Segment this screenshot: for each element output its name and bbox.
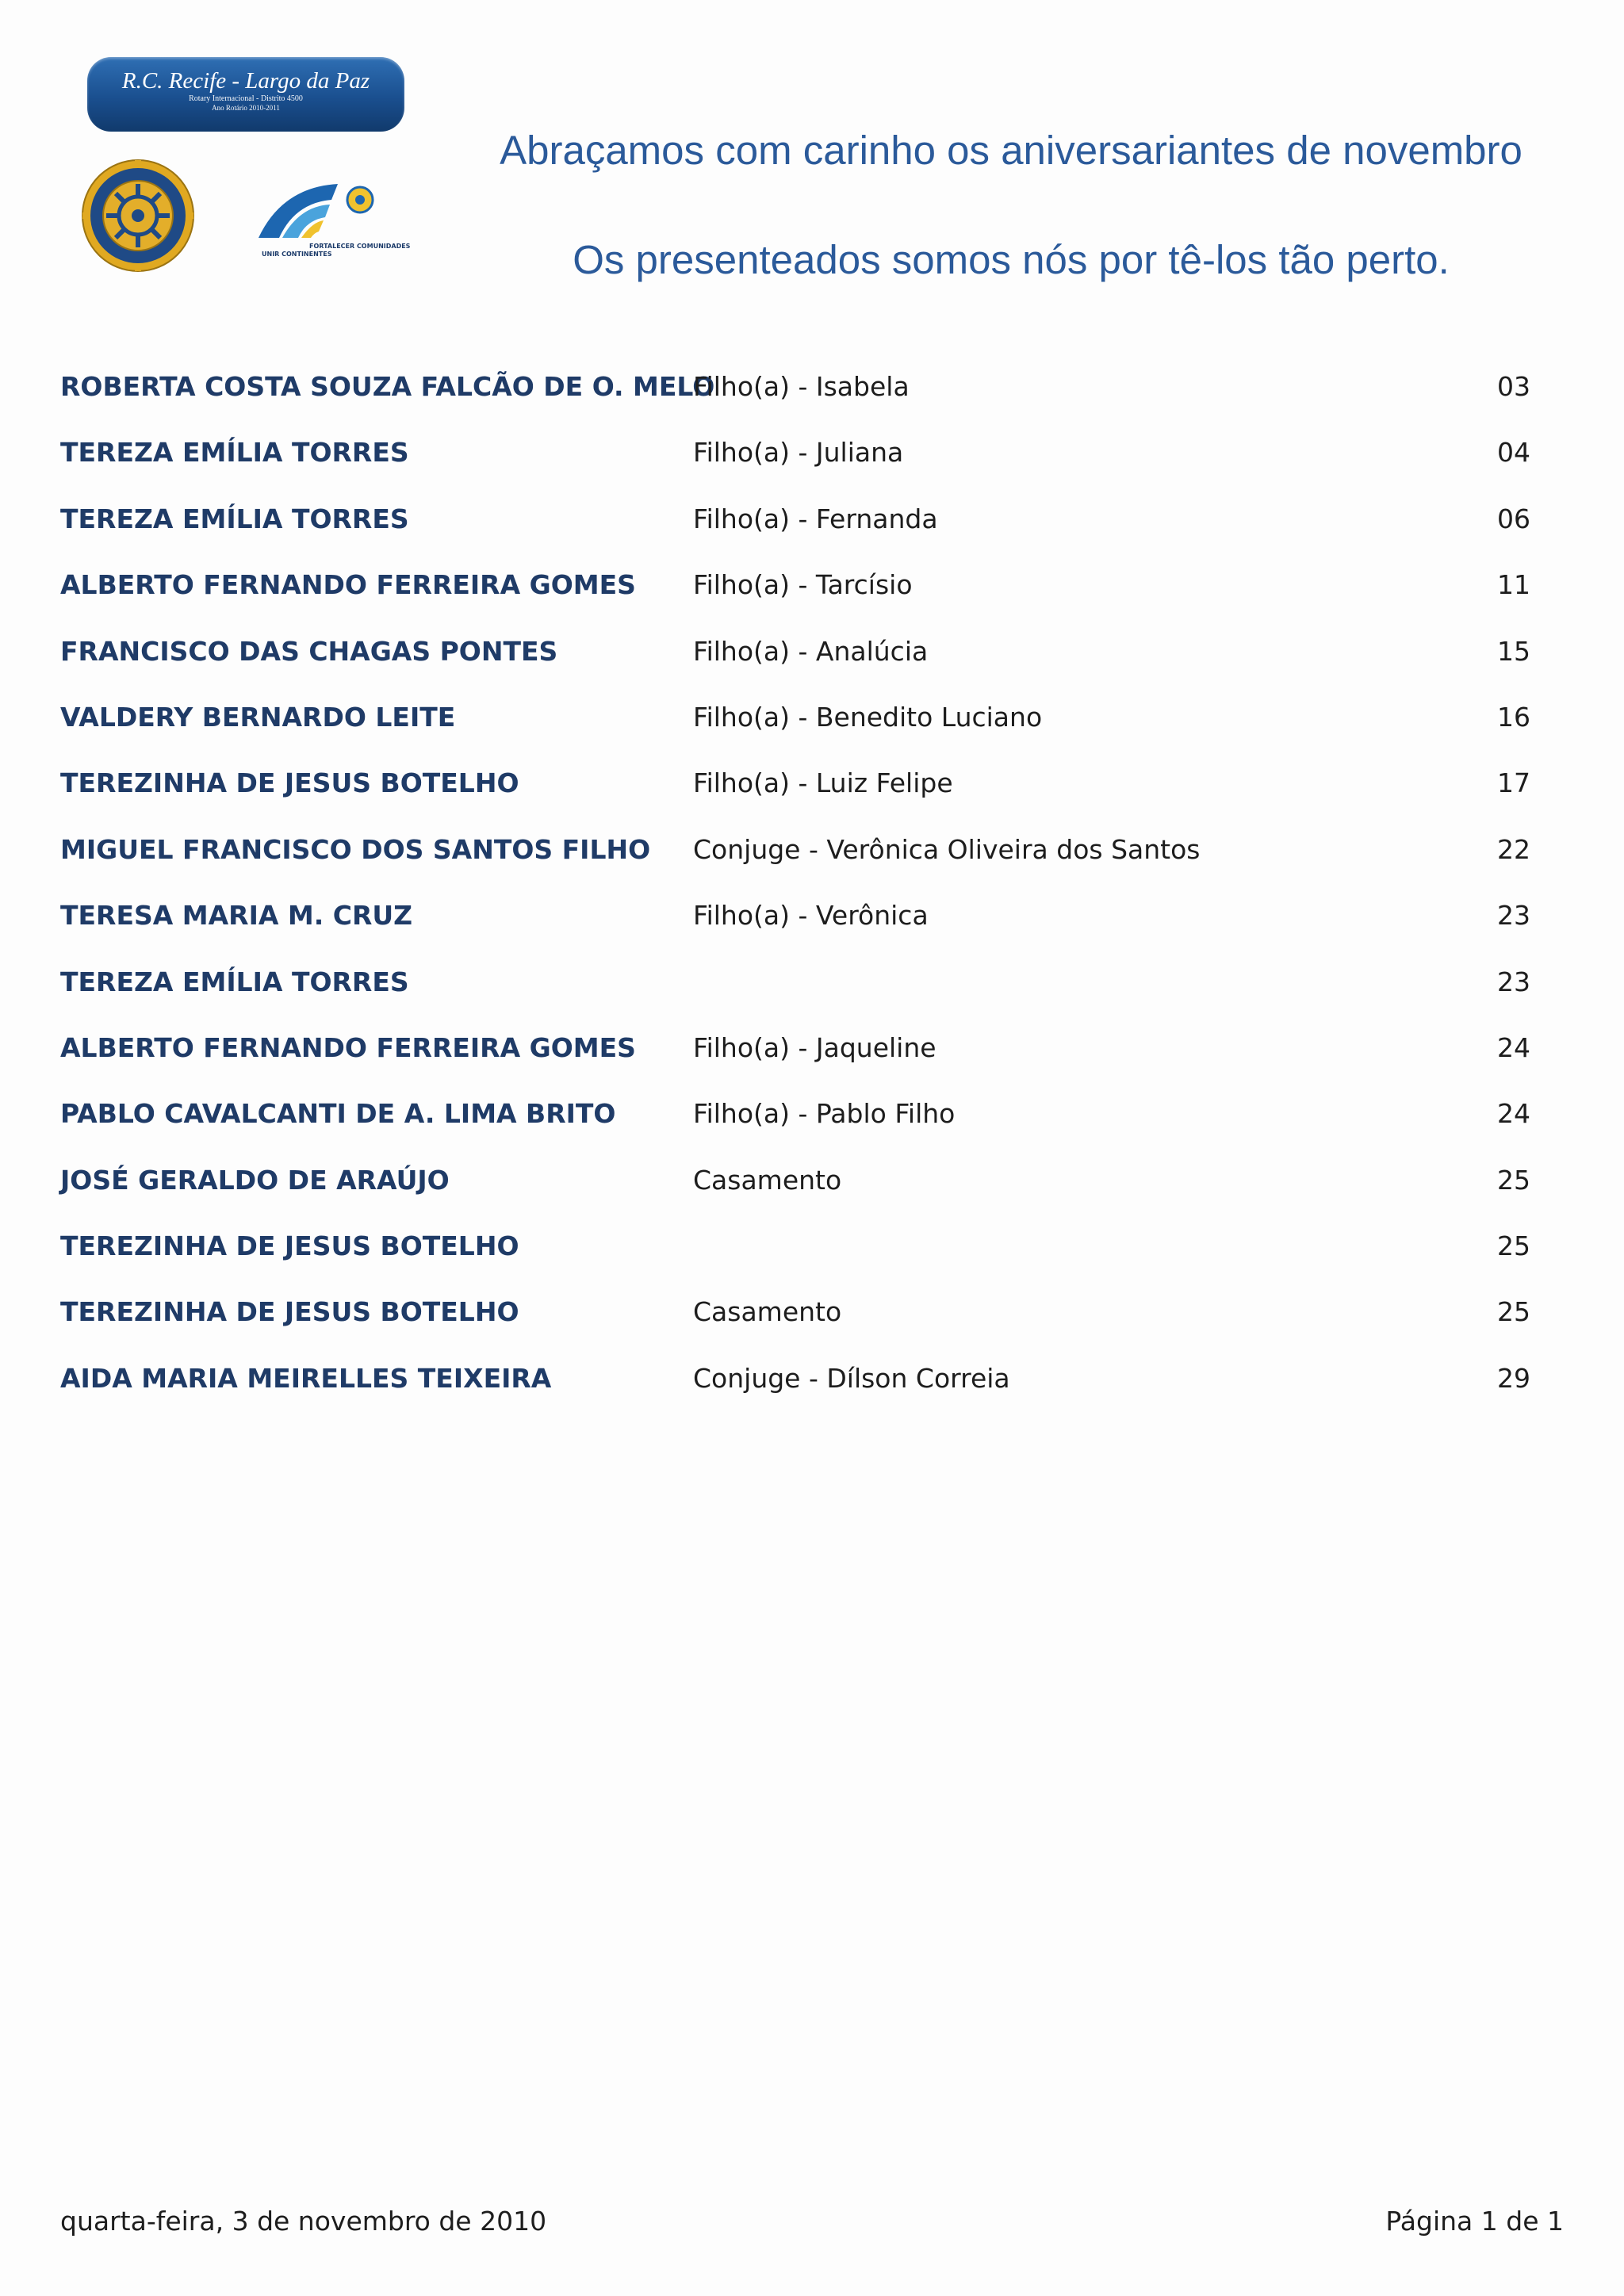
member-name: MIGUEL FRANCISCO DOS SANTOS FILHO	[60, 833, 651, 865]
list-item	[0, 962, 1624, 1027]
page-title: Abraçamos com carinho os aniversariantes de novembro	[500, 128, 1522, 173]
list-item	[0, 366, 1624, 432]
relation-label: Filho(a) - Isabela	[693, 371, 910, 402]
relation-label: Conjuge - Verônica Oliveira dos Santos	[693, 833, 1201, 865]
relation-label: Filho(a) - Tarcísio	[693, 569, 913, 601]
relation-label: Filho(a) - Fernanda	[693, 503, 938, 534]
member-name: ALBERTO FERNANDO FERREIRA GOMES	[60, 569, 636, 601]
relation-label: Filho(a) - Benedito Luciano	[693, 701, 1043, 733]
day-number: 29	[1497, 1362, 1530, 1394]
relation-label: Filho(a) - Juliana	[693, 437, 904, 469]
list-item	[0, 1160, 1624, 1226]
list-item	[0, 564, 1624, 630]
day-number: 25	[1497, 1230, 1530, 1262]
member-name: TEREZINHA DE JESUS BOTELHO	[60, 1230, 519, 1262]
day-number: 24	[1497, 1031, 1530, 1063]
birthday-list	[0, 366, 1624, 1424]
day-number: 24	[1497, 1098, 1530, 1130]
footer-page-number: Página 1 de 1	[1385, 2206, 1564, 2237]
member-name: TEREZA EMÍLIA TORRES	[60, 503, 409, 534]
theme-logo-arc-icon	[251, 176, 433, 247]
club-logo-badge	[87, 57, 404, 132]
club-logo-name: R.C. Recife - Largo da Paz	[121, 68, 370, 94]
member-name: TEREZINHA DE JESUS BOTELHO	[60, 1296, 519, 1328]
day-number: 25	[1497, 1164, 1530, 1196]
list-item	[0, 1358, 1624, 1424]
day-number: 25	[1497, 1296, 1530, 1328]
day-number: 17	[1497, 767, 1530, 799]
list-item	[0, 895, 1624, 961]
relation-label: Filho(a) - Jaqueline	[693, 1031, 936, 1063]
list-item	[0, 432, 1624, 498]
page-subtitle: Os presenteados somos nós por tê-los tão perto.	[573, 237, 1450, 282]
list-item	[0, 1226, 1624, 1292]
day-number: 11	[1497, 569, 1530, 601]
list-item	[0, 1093, 1624, 1159]
day-number: 03	[1497, 371, 1530, 402]
list-item	[0, 631, 1624, 697]
day-number: 06	[1497, 503, 1530, 534]
list-item	[0, 1027, 1624, 1093]
member-name: TEREZINHA DE JESUS BOTELHO	[60, 767, 519, 799]
member-name: ALBERTO FERNANDO FERREIRA GOMES	[60, 1031, 636, 1063]
theme-logo-line1: FORTALECER COMUNIDADES	[309, 243, 411, 250]
member-name: JOSÉ GERALDO DE ARAÚJO	[60, 1164, 450, 1196]
member-name: TEREZA EMÍLIA TORRES	[60, 437, 409, 469]
member-name: PABLO CAVALCANTI DE A. LIMA BRITO	[60, 1098, 616, 1130]
relation-label: Filho(a) - Verônica	[693, 900, 929, 932]
list-item	[0, 499, 1624, 564]
theme-logo-line2: UNIR CONTINENTES	[262, 251, 332, 258]
member-name: ROBERTA COSTA SOUZA FALCÃO DE O. MELO	[60, 371, 715, 402]
theme-logo	[251, 176, 433, 270]
list-item	[0, 697, 1624, 763]
club-logo-years: Ano Rotário 2010-2011	[212, 104, 280, 112]
relation-label: Filho(a) - Analúcia	[693, 635, 929, 667]
relation-label: Casamento	[693, 1296, 842, 1328]
relation-label: Casamento	[693, 1164, 842, 1196]
relation-label: Filho(a) - Pablo Filho	[693, 1098, 956, 1130]
rotary-wheel-icon	[79, 157, 197, 274]
member-name: TERESA MARIA M. CRUZ	[60, 900, 413, 932]
relation-label: Conjuge - Dílson Correia	[693, 1362, 1010, 1394]
member-name: VALDERY BERNARDO LEITE	[60, 701, 456, 733]
day-number: 23	[1497, 900, 1530, 932]
day-number: 04	[1497, 437, 1530, 469]
club-logo-subline: Rotary Internacional - Distrito 4500	[189, 94, 303, 103]
member-name: AIDA MARIA MEIRELLES TEIXEIRA	[60, 1362, 552, 1394]
member-name: FRANCISCO DAS CHAGAS PONTES	[60, 635, 558, 667]
theme-logo-caption	[262, 243, 436, 258]
member-name: TEREZA EMÍLIA TORRES	[60, 966, 409, 997]
day-number: 22	[1497, 833, 1530, 865]
footer-date: quarta-feira, 3 de novembro de 2010	[60, 2206, 547, 2237]
day-number: 23	[1497, 966, 1530, 997]
list-item	[0, 829, 1624, 895]
list-item	[0, 763, 1624, 828]
day-number: 15	[1497, 635, 1530, 667]
list-item	[0, 1292, 1624, 1357]
day-number: 16	[1497, 701, 1530, 733]
relation-label: Filho(a) - Luiz Felipe	[693, 767, 953, 799]
